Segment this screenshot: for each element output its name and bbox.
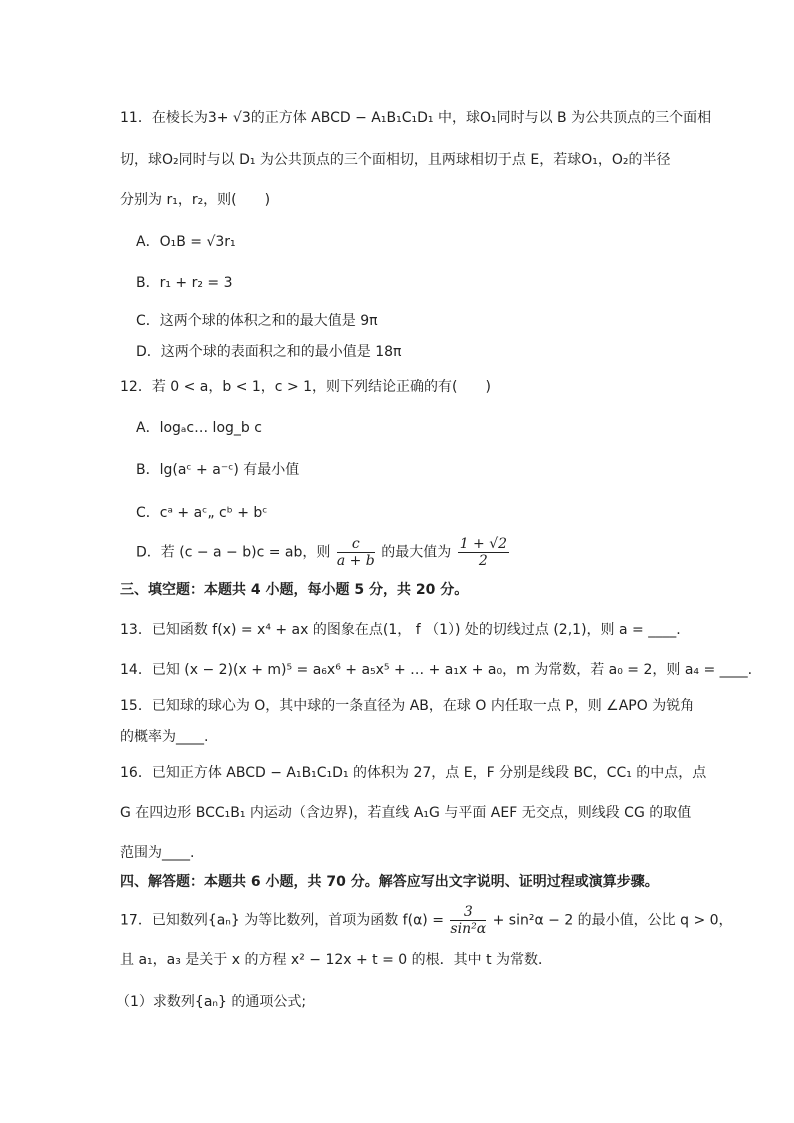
q17-line1-suffix: + sin²α − 2 的最小值，公比 q > 0， xyxy=(492,912,733,929)
q12-option-d xyxy=(136,536,511,569)
q12-option-c: C．cᵃ + aᶜ„ cᵇ + bᶜ xyxy=(136,505,268,521)
q11-line3: 分别为 r₁，r₂，则( ) xyxy=(120,192,271,208)
q13: 13．已知函数 f(x) = x⁴ + ax 的图象在点(1， f （1）) 处的切线过点 (2,1)，则 a = ____. xyxy=(120,622,681,638)
q12-option-d-middle: 的最大值为 xyxy=(381,544,452,561)
q12-option-d-fraction-2 xyxy=(458,536,509,569)
q17-fraction xyxy=(450,904,486,937)
q12-option-d-fraction-1 xyxy=(337,536,375,569)
q12-line1: 12．若 0 < a，b < 1，c > 1，则下列结论正确的有( ) xyxy=(120,379,491,395)
q12-option-d-prefix: D．若 (c − a − b)c = ab，则 xyxy=(136,544,331,561)
q12-option-a: A．logₐc… log_b c xyxy=(136,420,262,436)
fraction-1-denominator: a + b xyxy=(336,553,375,569)
q11-line2: 切，球O₂同时与以 D₁ 为公共顶点的三个面相切，且两球相切于点 E，若球O₁，O₂的半径 xyxy=(120,152,671,168)
q11-option-d: D．这两个球的表面积之和的最小值是 18π xyxy=(136,344,402,360)
q17-line2: 且 a₁，a₃ 是关于 x 的方程 x² − 12x + t = 0 的根．其中 t 为常数． xyxy=(120,952,553,968)
q15-line1: 15．已知球的球心为 O，其中球的一条直径为 AB，在球 O 内任取一点 P，则 ∠APO 为锐角 xyxy=(120,698,695,714)
q11-option-b: B．r₁ + r₂ = 3 xyxy=(136,275,233,291)
q12-option-b: B．lg(aᶜ + a⁻ᶜ) 有最小值 xyxy=(136,462,300,478)
q16-line1: 16．已知正方体 ABCD − A₁B₁C₁D₁ 的体积为 27，点 E，F 分别是线段 BC，CC₁ 的中点，点 xyxy=(120,765,707,781)
q11-line1: 11．在棱长为3+ √3的正方体 ABCD − A₁B₁C₁D₁ 中，球O₁同时与以 B 为公共顶点的三个面相 xyxy=(120,110,712,126)
q14: 14．已知 (x − 2)(x + m)⁵ = a₆x⁶ + a₅x⁵ + … + a₁x + a₀，m 为常数，若 a₀ = 2，则 a₄ = ____. xyxy=(120,662,753,678)
q17-line1 xyxy=(120,904,733,937)
section-4-heading: 四、解答题：本题共 6 小题，共 70 分。解答应写出文字说明、证明过程或演算步骤。 xyxy=(120,874,659,890)
fraction-2-denominator: 2 xyxy=(478,553,488,569)
q17-fraction-numerator: 3 xyxy=(450,904,486,921)
q17-line1-prefix: 17．已知数列{aₙ} 为等比数列，首项为函数 f(α) = xyxy=(120,912,444,929)
q16-line2: G 在四边形 BCC₁B₁ 内运动（含边界)，若直线 A₁G 与平面 AEF 无交点，则线段 CG 的取值 xyxy=(120,805,692,821)
q17-part1: （1）求数列{aₙ} 的通项公式; xyxy=(116,994,307,1010)
q17-fraction-denominator: sin²α xyxy=(450,921,487,937)
section-3-heading: 三、填空题：本题共 4 小题，每小题 5 分，共 20 分。 xyxy=(120,582,469,598)
fraction-2-numerator: 1 + √2 xyxy=(459,536,508,552)
q15-line2: 的概率为____. xyxy=(120,729,209,745)
q11-option-a: A．O₁B = √3r₁ xyxy=(136,234,236,250)
fraction-1-numerator: c xyxy=(337,536,375,553)
q11-option-c: C．这两个球的体积之和的最大值是 9π xyxy=(136,313,378,329)
q16-line3: 范围为____. xyxy=(120,845,195,861)
